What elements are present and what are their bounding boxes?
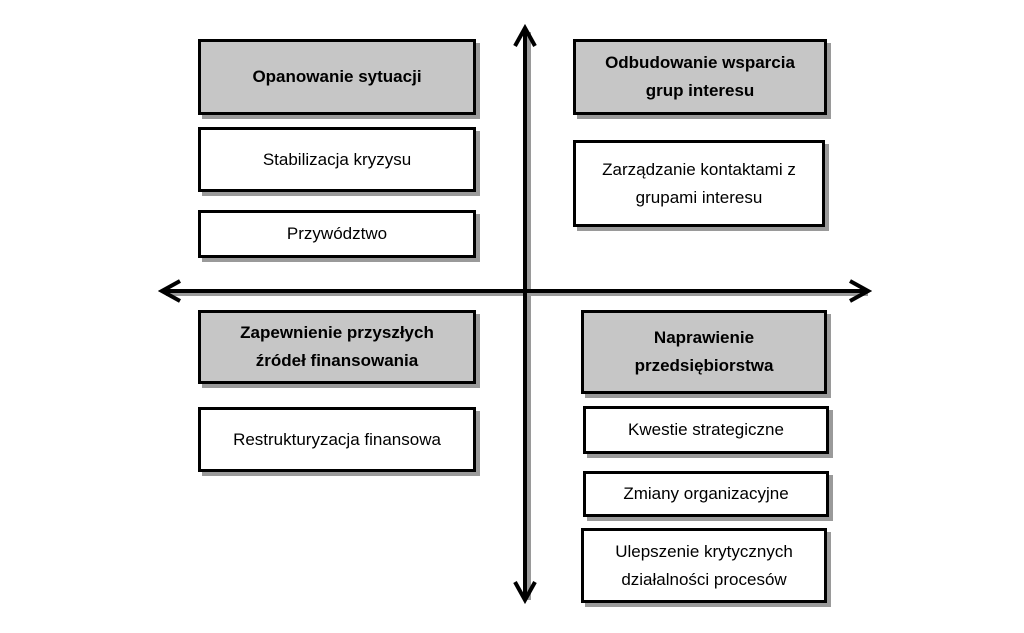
header-opanowanie-sytuacji bbox=[198, 39, 476, 115]
header-label: Naprawienie przedsiębiorstwa bbox=[634, 328, 774, 375]
header-zapewnienie-zrodel bbox=[198, 310, 476, 384]
item-zarzadzanie-kontaktami bbox=[573, 140, 825, 227]
header-odbudowanie-wsparcia bbox=[573, 39, 827, 115]
item-stabilizacja-kryzysu bbox=[198, 127, 476, 192]
item-przywodztwo bbox=[198, 210, 476, 258]
header-label: Opanowanie sytuacji bbox=[252, 67, 422, 86]
item-restrukturyzacja-finansowa bbox=[198, 407, 476, 472]
item-label: Przywództwo bbox=[286, 224, 388, 243]
header-label: Odbudowanie wsparcia grup interesu bbox=[605, 53, 795, 100]
item-kwestie-strategiczne bbox=[583, 406, 829, 454]
header-label: Zapewnienie przyszłych źródeł finansowania bbox=[240, 323, 434, 370]
header-naprawienie-przedsiebiorstwa bbox=[581, 310, 827, 394]
item-label: Ulepszenie krytycznych działalności procesów bbox=[615, 541, 793, 589]
item-ulepszenie-krytycznych bbox=[581, 528, 827, 603]
item-zmiany-organizacyjne bbox=[583, 471, 829, 517]
item-label: Restrukturyzacja finansowa bbox=[233, 429, 441, 449]
item-label: Stabilizacja kryzysu bbox=[262, 149, 412, 169]
item-label: Kwestie strategiczne bbox=[628, 420, 784, 439]
item-label: Zarządzanie kontaktami z grupami interesu bbox=[602, 159, 796, 207]
item-label: Zmiany organizacyjne bbox=[623, 484, 789, 503]
